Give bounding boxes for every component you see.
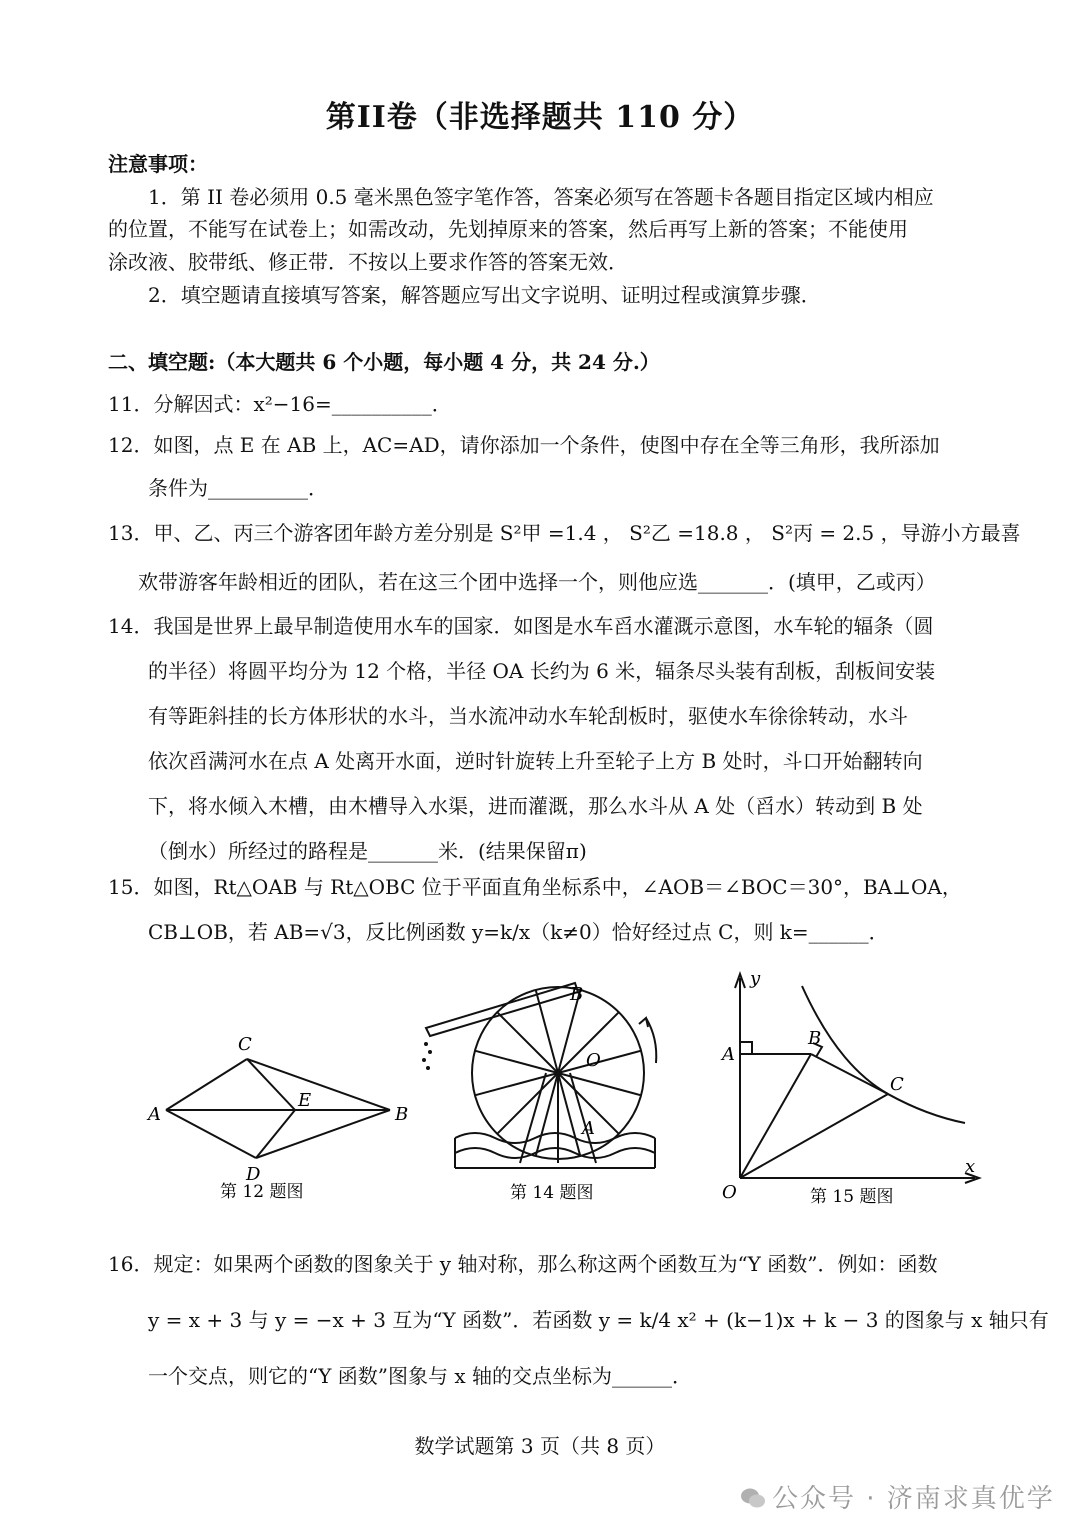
question-12-line: 12．如图，点 E 在 AB 上，AC=AD，请你添加一个条件，使图中存在全等三角形，我所添加 [108,433,940,457]
label-b: B [395,1104,409,1125]
question-13-line: 13．甲、乙、丙三个游客团年龄方差分别是 S²甲 =1.4 ， S²乙 =18.8 ， S²丙 = 2.5 ，导游小方最喜 [108,521,1021,545]
question-16-line: y = x + 3 与 y = −x + 3 互为“Y 函数”．若函数 y = k/4 x² + (k−1)x + k − 3 的图象与 x 轴只有 [148,1308,1049,1332]
label-c: C [890,1074,904,1095]
label-a: A [582,1118,595,1139]
label-c: C [238,1034,252,1055]
question-14-line: 下，将水倾入木槽，由木槽导入水渠，进而灌溉，那么水斗从 A 处（舀水）转动到 B 处 [148,794,923,818]
figure-14-caption: 第 14 题图 [510,1183,594,1203]
figure-15 [710,968,985,1213]
question-14-line: （倒水）所经过的路程是_______米．(结果保留π) [148,839,587,863]
question-15-line: 15．如图，Rt△OAB 与 Rt△OBC 位于平面直角坐标系中，∠AOB＝∠BOC＝30°，BA⊥OA， [108,875,962,899]
question-16-line: 一个交点，则它的“Y 函数”图象与 x 轴的交点坐标为______． [148,1364,693,1388]
rotation-arrowhead [639,1018,648,1027]
question-14-line: 依次舀满河水在点 A 处离开水面，逆时针旋转上升至轮子上方 B 处时，斗口开始翻转向 [148,749,923,773]
notice-line: 的位置，不能写在试卷上；如需改动，先划掉原来的答案，然后再写上新的答案；不能使用 [108,217,908,241]
question-12-line: 条件为__________． [148,476,328,500]
right-angle-a [740,1042,752,1054]
label-y: y [750,968,761,989]
question-14-line: 的半径）将圆平均分为 12 个格，半径 OA 长约为 6 米，辐条尽头装有刮板，刮板间安装 [148,659,936,683]
label-e: E [298,1090,312,1111]
water-wave [455,1148,655,1158]
water-drops [422,1042,432,1070]
watermark [740,1478,1055,1515]
figure-12 [140,1030,420,1205]
label-d: D [246,1164,261,1185]
water-trough [426,983,578,1036]
question-11: 11．分解因式：x²−16=__________． [108,392,452,416]
notice-line: 2．填空题请直接填写答案，解答题应写出文字说明、证明过程或演算步骤． [148,283,821,307]
hyperbola-curve [802,986,965,1123]
segment-ob [740,1054,811,1178]
section-heading: 二、填空题:（本大题共 6 个小题，每小题 4 分，共 24 分.） [108,350,660,374]
watermark-text: 公众号 · 济南求真优学 [772,1484,1055,1514]
page-footer: 数学试题第 3 页（共 8 页） [414,1434,666,1458]
label-o: O [586,1050,601,1071]
figure-14 [410,978,680,1208]
notice-line: 1．第 II 卷必须用 0.5 毫米黑色签字笔作答，答案必须写在答题卡各题目指定区域内相应 [148,185,934,209]
notice-heading: 注意事项： [108,152,208,176]
question-13-line: 欢带游客年龄相近的团队，若在这三个团中选择一个，则他应选_______．(填甲，乙或丙） [138,570,936,594]
question-14-line: 14．我国是世界上最早制造使用水车的国家．如图是水车舀水灌溉示意图，水车轮的辐条（圆 [108,614,934,638]
label-o: O [722,1182,737,1203]
label-x: x [965,1156,976,1177]
segment-ad [166,1110,256,1158]
label-b: B [808,1028,822,1049]
label-a: A [148,1104,161,1125]
question-16-line: 16．规定：如果两个函数的图象关于 y 轴对称，那么称这两个函数互为“Y 函数”．例如：函数 [108,1252,938,1276]
segment-oc [740,1094,888,1178]
question-14-line: 有等距斜挂的长方体形状的水斗，当水流冲动水车轮刮板时，驱使水车徐徐转动，水斗 [148,704,908,728]
notice-line: 涂改液、胶带纸、修正带．不按以上要求作答的答案无效． [108,250,628,274]
wechat-icon [740,1485,766,1511]
segment-cb [247,1059,390,1110]
figure-12-caption: 第 12 题图 [220,1182,304,1202]
water-wave [455,1133,655,1143]
page-title: 第II卷（非选择题共 110 分） [325,100,755,135]
segment-bc [811,1054,888,1094]
label-a: A [722,1044,735,1065]
question-15-line: CB⊥OB，若 AB=√3，反比例函数 y=k/x（k≠0）恰好经过点 C，则 k=______． [148,920,889,944]
figure-15-caption: 第 15 题图 [810,1187,894,1207]
label-b: B [570,984,584,1005]
segment-ac [166,1059,247,1110]
